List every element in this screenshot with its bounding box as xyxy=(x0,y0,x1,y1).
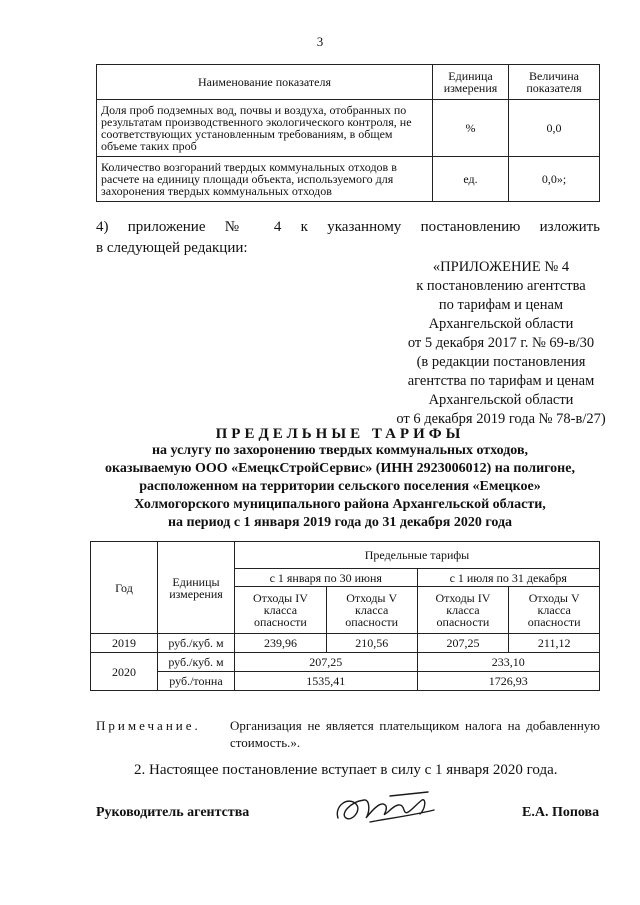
appendix-line: от 5 декабря 2017 г. № 69-в/30 xyxy=(407,335,595,351)
table-header-row xyxy=(97,65,600,100)
row-year: 2020 xyxy=(91,653,158,691)
indicator-value: 0,0»; xyxy=(509,157,600,202)
header-indicator-name: Наименование показателя xyxy=(97,65,433,100)
signature-title: Руководитель агентства xyxy=(96,805,250,820)
tariffs-table xyxy=(90,541,600,691)
header-period-2: с 1 июля по 31 декабря xyxy=(417,569,600,587)
indicators-table xyxy=(96,64,600,202)
tariff-value: 207,25 xyxy=(417,634,509,653)
tariff-value: 211,12 xyxy=(509,634,600,653)
subtitle-line: Холмогорского муниципального района Архангельской области, xyxy=(134,497,546,512)
appendix-line: «ПРИЛОЖЕНИЕ № 4 xyxy=(432,259,570,275)
header-period-1: с 1 января по 30 июня xyxy=(235,569,418,587)
tariff-value: 233,10 xyxy=(417,653,600,672)
note xyxy=(96,717,600,750)
indicator-unit: ед. xyxy=(433,157,509,202)
subtitle-line: на период с 1 января 2019 года до 31 декабря 2020 года xyxy=(167,515,513,530)
tariff-value: 1535,41 xyxy=(235,672,418,691)
header-value: Величина показателя xyxy=(509,65,600,100)
header-class-4: Отходы IV класса опасности xyxy=(235,587,327,634)
header-units: Единицы измерения xyxy=(158,542,235,634)
header-tariffs: Предельные тарифы xyxy=(235,542,600,569)
table-row xyxy=(91,653,600,672)
tariff-value: 210,56 xyxy=(326,634,417,653)
table-row xyxy=(91,672,600,691)
page-number: 3 xyxy=(316,34,324,49)
indicator-name: Доля проб подземных вод, почвы и воздуха, отобранных по результатам производственного экологического контроля, не соответствующих установленным требованиям, в общем объеме таких проб xyxy=(97,100,433,157)
appendix-line: Архангельской области xyxy=(428,316,574,332)
table-row xyxy=(91,634,600,653)
tariff-value: 239,96 xyxy=(235,634,327,653)
header-unit: Единица измерения xyxy=(433,65,509,100)
header-class-5: Отходы V класса опасности xyxy=(509,587,600,634)
table-row xyxy=(97,157,600,202)
document-subtitle xyxy=(80,442,600,532)
note-label: Примечание. xyxy=(96,718,201,733)
handwritten-signature xyxy=(330,788,440,837)
subtitle-line: расположенном на территории сельского поселения «Емецкое» xyxy=(139,479,541,494)
appendix-line: по тарифам и ценам xyxy=(438,297,564,313)
tariff-value: 1726,93 xyxy=(417,672,600,691)
indicator-value: 0,0 xyxy=(509,100,600,157)
header-year: Год xyxy=(91,542,158,634)
indicator-unit: % xyxy=(433,100,509,157)
subtitle-line: оказываемую ООО «ЕмецкСтройСервис» (ИНН 2923006012) на полигоне, xyxy=(105,461,575,476)
tariff-value: 207,25 xyxy=(235,653,418,672)
row-unit: руб./тонна xyxy=(158,672,235,691)
appendix-line: к постановлению агентства xyxy=(416,278,586,294)
paragraph-4-line-1: 4) приложение № 4 к указанному постановлению изложить xyxy=(96,219,600,235)
paragraph-2: 2. Настоящее постановление вступает в силу с 1 января 2020 года. xyxy=(134,762,558,778)
signatory-name: Е.А. Попова xyxy=(522,805,600,820)
note-text: Организация не является плательщиком налога на добавленную стоимость.». xyxy=(230,718,600,750)
appendix-header xyxy=(370,258,632,429)
appendix-line: агентства по тарифам и ценам xyxy=(407,373,595,389)
appendix-line: (в редакции постановления xyxy=(416,354,586,370)
paragraph-4-line-2: в следующей редакции: xyxy=(96,240,248,256)
appendix-line: от 6 декабря 2019 года № 78-в/27) xyxy=(396,411,606,427)
row-unit: руб./куб. м xyxy=(158,653,235,672)
document-title: ПРЕДЕЛЬНЫЕ ТАРИФЫ xyxy=(215,426,465,442)
indicator-name: Количество возгораний твердых коммунальных отходов в расчете на единицу площади объекта, используемого для захоронения твердых коммунальных отходов xyxy=(97,157,433,202)
header-class-4: Отходы IV класса опасности xyxy=(417,587,509,634)
row-year: 2019 xyxy=(91,634,158,653)
appendix-line: Архангельской области xyxy=(428,392,574,408)
subtitle-line: на услугу по захоронению твердых коммунальных отходов, xyxy=(151,443,529,458)
row-unit: руб./куб. м xyxy=(158,634,235,653)
header-class-5: Отходы V класса опасности xyxy=(326,587,417,634)
table-row xyxy=(97,100,600,157)
